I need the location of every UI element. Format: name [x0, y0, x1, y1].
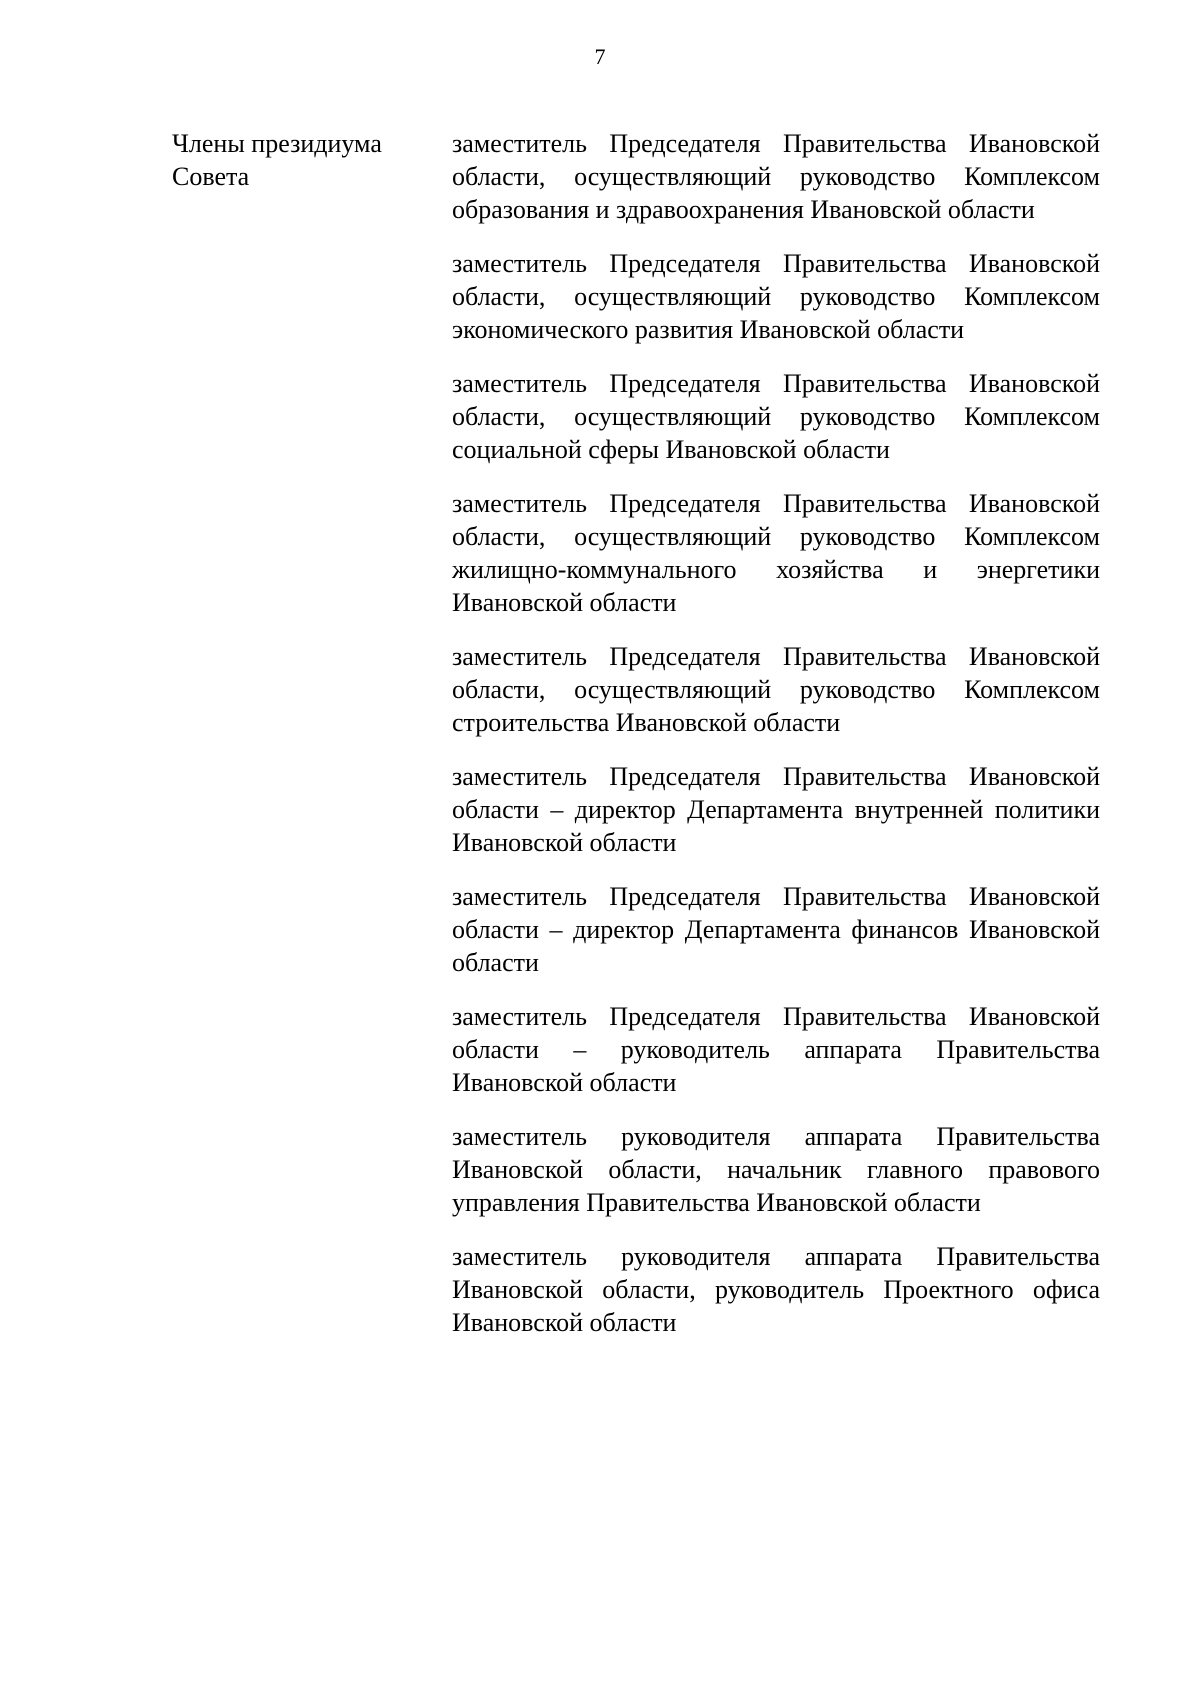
member-entry: заместитель Председателя Правительства Ивановской области – руководитель аппарата Правительства Ивановской области	[452, 1002, 1100, 1097]
member-entry: заместитель Председателя Правительства Ивановской области, осуществляющий руководство Комплексом жилищно-коммунального хозяйства и энергетики Ивановской области	[452, 489, 1100, 617]
member-entry: заместитель Председателя Правительства Ивановской области, осуществляющий руководство Комплексом строительства Ивановской области	[452, 642, 1100, 737]
member-list	[452, 127, 1100, 1360]
member-entry: заместитель руководителя аппарата Правительства Ивановской области, начальник главного правового управления Правительства Ивановской области	[452, 1122, 1100, 1217]
section-label-line: Члены президиума	[172, 129, 382, 158]
section-label	[172, 127, 432, 193]
member-entry: заместитель Председателя Правительства Ивановской области, осуществляющий руководство Комплексом образования и здравоохранения Ивановской области	[452, 129, 1100, 224]
member-entry: заместитель руководителя аппарата Правительства Ивановской области, руководитель Проектного офиса Ивановской области	[452, 1242, 1100, 1337]
member-entry: заместитель Председателя Правительства Ивановской области – директор Департамента внутренней политики Ивановской области	[452, 762, 1100, 857]
page-number: 7	[594, 44, 606, 69]
member-entry: заместитель Председателя Правительства Ивановской области – директор Департамента финансов Ивановской области	[452, 882, 1100, 977]
member-entry: заместитель Председателя Правительства Ивановской области, осуществляющий руководство Комплексом социальной сферы Ивановской области	[452, 369, 1100, 464]
member-entry: заместитель Председателя Правительства Ивановской области, осуществляющий руководство Комплексом экономического развития Ивановской области	[452, 249, 1100, 344]
section-label-line: Совета	[172, 162, 250, 191]
